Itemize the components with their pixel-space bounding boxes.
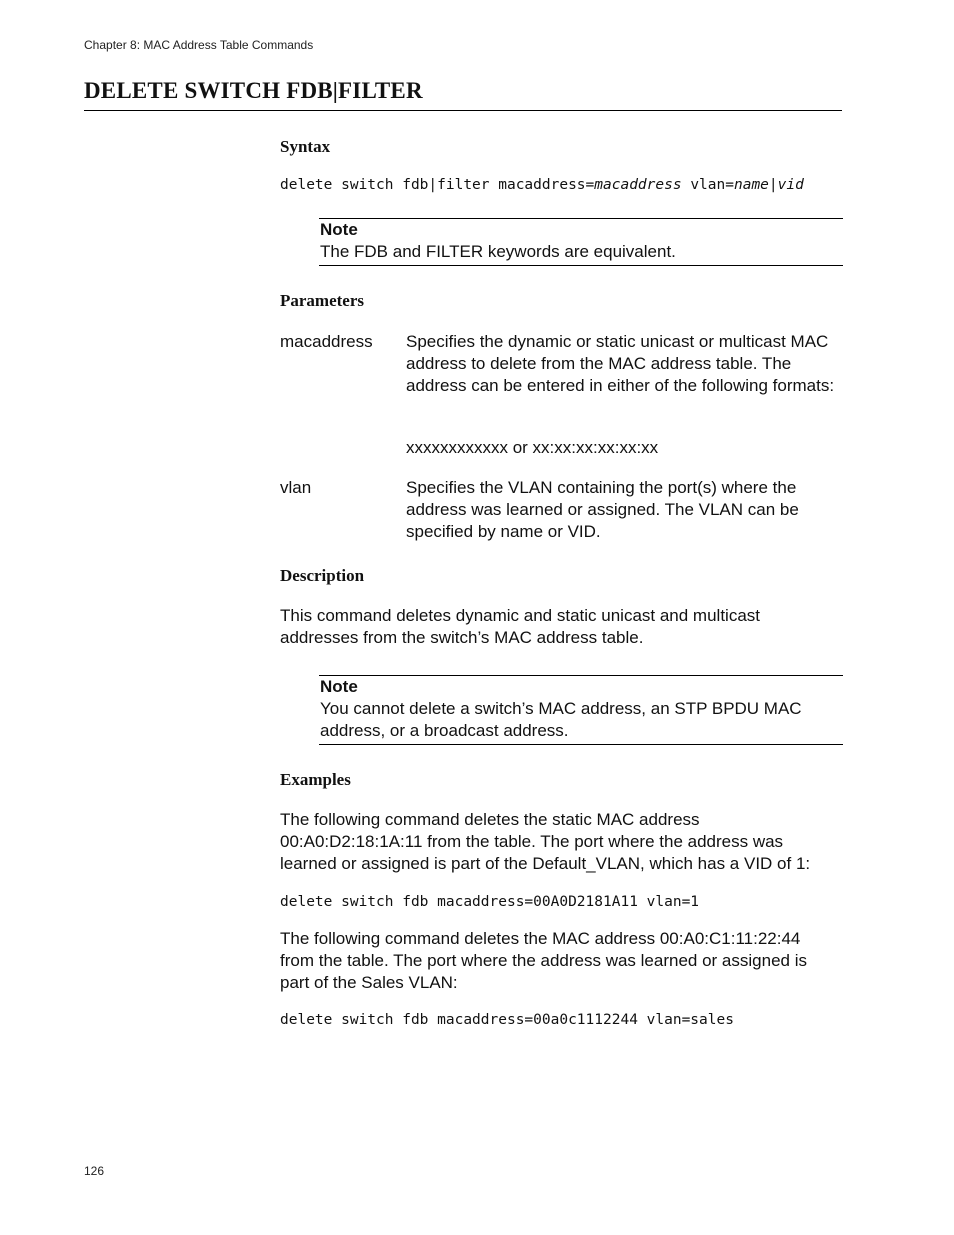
note-title: Note (320, 677, 358, 696)
note-box (319, 218, 843, 266)
syntax-heading: Syntax (280, 137, 331, 156)
syntax-vlan: vlan= (681, 177, 734, 193)
examples-heading: Examples (280, 770, 351, 789)
note-text: The FDB and FILTER keywords are equivalent. (320, 242, 676, 261)
param-name: macaddress (280, 332, 373, 351)
syntax-name-var: name (733, 177, 769, 193)
syntax-command (280, 177, 804, 193)
page-number: 126 (84, 1164, 105, 1178)
page-title: DELETE SWITCH FDB|FILTER (84, 78, 423, 103)
example-text: The following command deletes the MAC address 00:A0:C1:11:22:44 from the table. The port where the address was learned or assigned is part of the Sales VLAN: (280, 929, 807, 992)
note-text: You cannot delete a switch’s MAC address, an STP BPDU MAC address, or a broadcast address. (320, 699, 802, 740)
example-command: delete switch fdb macaddress=00A0D2181A11 vlan=1 (280, 894, 700, 910)
syntax-mac-var: macaddress (594, 177, 682, 193)
param-format: xxxxxxxxxxxx or xx:xx:xx:xx:xx:xx (406, 438, 659, 457)
running-head: Chapter 8: MAC Address Table Commands (84, 38, 314, 52)
note-box (319, 675, 843, 745)
example-command: delete switch fdb macaddress=00a0c1112244 vlan=sales (280, 1012, 734, 1028)
param-description: Specifies the dynamic or static unicast or multicast MAC address to delete from the MAC address table. The address can be entered in either of the following formats: (406, 332, 835, 395)
param-description: Specifies the VLAN containing the port(s) where the address was learned or assigned. The VLAN can be specified by name or VID. (406, 478, 799, 541)
example-text: The following command deletes the static MAC address 00:A0:D2:18:1A:11 from the table. The port where the address was learned or assigned is part of the Default_VLAN, which has a VID of 1: (280, 810, 811, 873)
parameters-heading: Parameters (280, 291, 365, 310)
syntax-prefix: delete switch fdb|filter macaddress= (280, 177, 595, 193)
param-name: vlan (280, 478, 312, 497)
syntax-vid-var: vid (777, 177, 804, 193)
description-text: This command deletes dynamic and static unicast and multicast addresses from the switch’s MAC address table. (280, 606, 761, 647)
syntax-separator: | (768, 177, 778, 193)
description-heading: Description (280, 566, 365, 585)
note-title: Note (320, 220, 358, 239)
title-rule (84, 110, 842, 111)
